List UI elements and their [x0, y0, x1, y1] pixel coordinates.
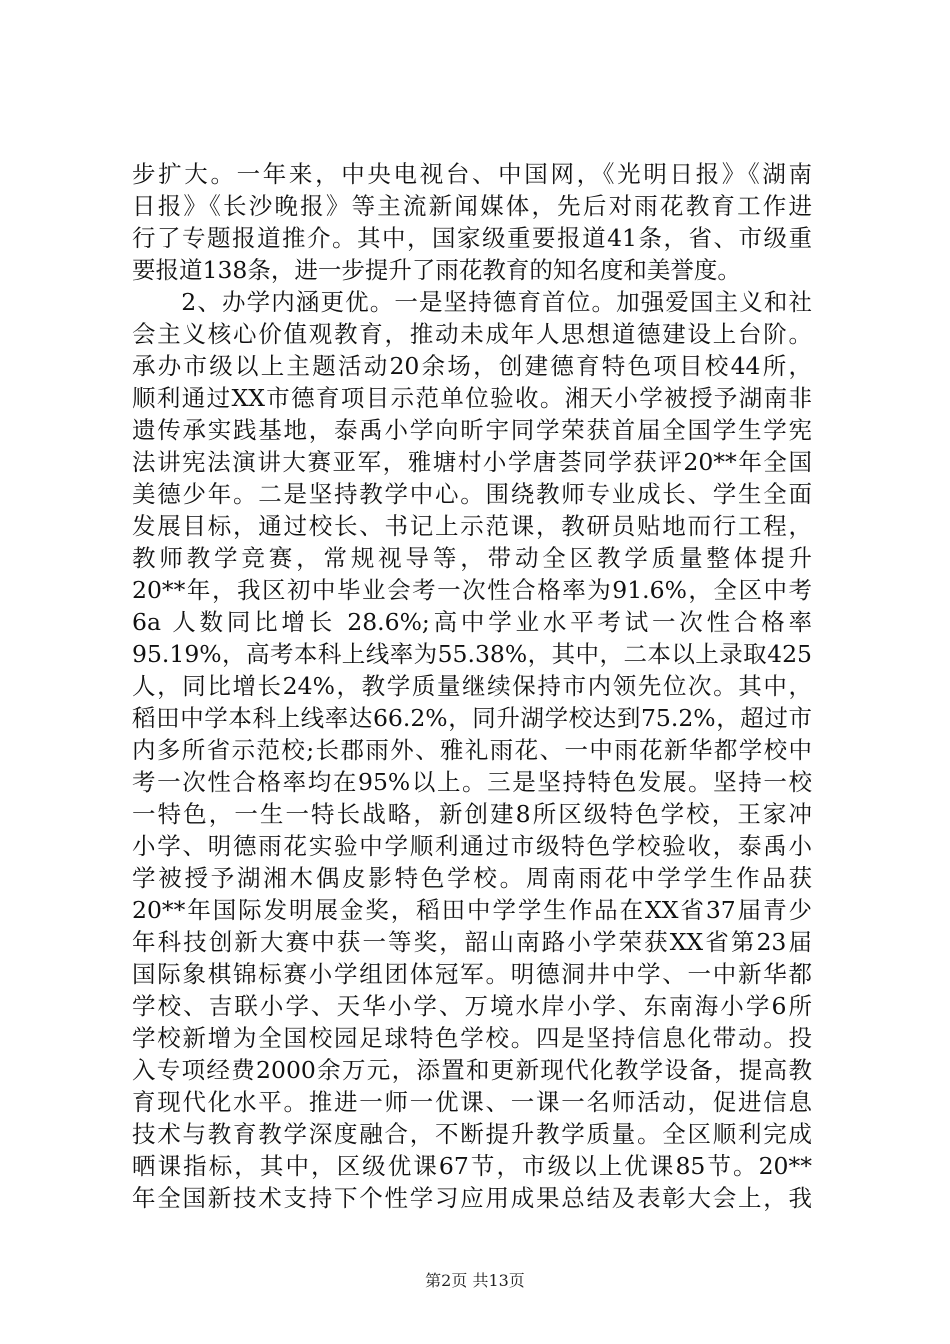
text-line-4: 要报道138条，进一步提升了雨花教育的知名度和美誉度。: [132, 256, 741, 284]
text-line-28: 学校新增为全国校园足球特色学校。四是坚持信息化带动。投: [132, 1024, 812, 1052]
text-line-31: 技术与教育教学深度融合，不断提升教学质量。全区顺利完成: [132, 1120, 812, 1148]
text-line-23: 学被授予湖湘木偶皮影特色学校。周南雨花中学学生作品获: [132, 864, 812, 892]
text-line-14: 20**年，我区初中毕业会考一次性合格率为91.6%，全区中考: [132, 576, 812, 604]
text-line-30: 育现代化水平。推进一师一优课、一课一名师活动，促进信息: [132, 1088, 812, 1116]
text-line-22: 小学、明德雨花实验中学顺利通过市级特色学校验收，泰禹小: [132, 832, 812, 860]
text-line-7: 承办市级以上主题活动20余场，创建德育特色项目校44所，: [132, 352, 812, 380]
text-line-15: 6a 人数同比增长 28.6%;高中学业水平考试一次性合格率: [132, 608, 812, 636]
text-line-24: 20**年国际发明展金奖，稻田中学学生作品在XX省37届青少: [132, 896, 812, 924]
text-line-5: 2、办学内涵更优。一是坚持德育首位。加强爱国主义和社: [132, 288, 812, 316]
text-line-12: 发展目标，通过校长、书记上示范课，教研员贴地而行工程，: [132, 512, 812, 540]
text-line-32: 晒课指标，其中，区级优课67节，市级以上优课85节。20**: [132, 1152, 812, 1180]
text-line-10: 法讲宪法演讲大赛亚军，雅塘村小学唐荟同学获评20**年全国: [132, 448, 812, 476]
text-line-27: 学校、吉联小学、天华小学、万境水岸小学、东南海小学6所: [132, 992, 812, 1020]
text-line-29: 入专项经费2000余万元，添置和更新现代化教学设备，提高教: [132, 1056, 812, 1084]
body-text: [132, 158, 812, 1214]
text-line-3: 行了专题报道推介。其中，国家级重要报道41条，省、市级重: [132, 224, 812, 252]
text-line-16: 95.19%，高考本科上线率为55.38%，其中，二本以上录取425: [132, 640, 812, 668]
text-line-11: 美德少年。二是坚持教学中心。围绕教师专业成长、学生全面: [132, 480, 812, 508]
text-line-13: 教师教学竞赛，常规视导等，带动全区教学质量整体提升: [132, 544, 812, 572]
text-line-18: 稻田中学本科上线率达66.2%，同升湖学校达到75.2%，超过市: [132, 704, 812, 732]
text-line-19: 内多所省示范校;长郡雨外、雅礼雨花、一中雨花新华都学校中: [132, 736, 812, 764]
text-line-2: 日报》《长沙晚报》等主流新闻媒体，先后对雨花教育工作进: [132, 192, 812, 220]
text-line-25: 年科技创新大赛中获一等奖，韶山南路小学荣获XX省第23届: [132, 928, 812, 956]
text-line-20: 考一次性合格率均在95%以上。三是坚持特色发展。坚持一校: [132, 768, 812, 796]
text-line-6: 会主义核心价值观教育，推动未成年人思想道德建设上台阶。: [132, 320, 812, 348]
page-number-label: 第2页 共13页: [425, 1271, 525, 1290]
text-line-8: 顺利通过XX市德育项目示范单位验收。湘天小学被授予湖南非: [132, 384, 812, 412]
page-footer: [0, 1270, 950, 1292]
text-line-33: 年全国新技术支持下个性学习应用成果总结及表彰大会上，我: [132, 1184, 812, 1212]
text-line-1: 步扩大。一年来，中央电视台、中国网，《光明日报》《湖南: [132, 160, 812, 188]
text-line-17: 人，同比增长24%，教学质量继续保持市内领先位次。其中，: [132, 672, 812, 700]
text-line-9: 遗传承实践基地，泰禹小学向昕宇同学荣获首届全国学生学宪: [132, 416, 812, 444]
text-line-21: 一特色，一生一特长战略，新创建8所区级特色学校，王家冲: [132, 800, 812, 828]
text-line-26: 国际象棋锦标赛小学组团体冠军。明德洞井中学、一中新华都: [132, 960, 812, 988]
